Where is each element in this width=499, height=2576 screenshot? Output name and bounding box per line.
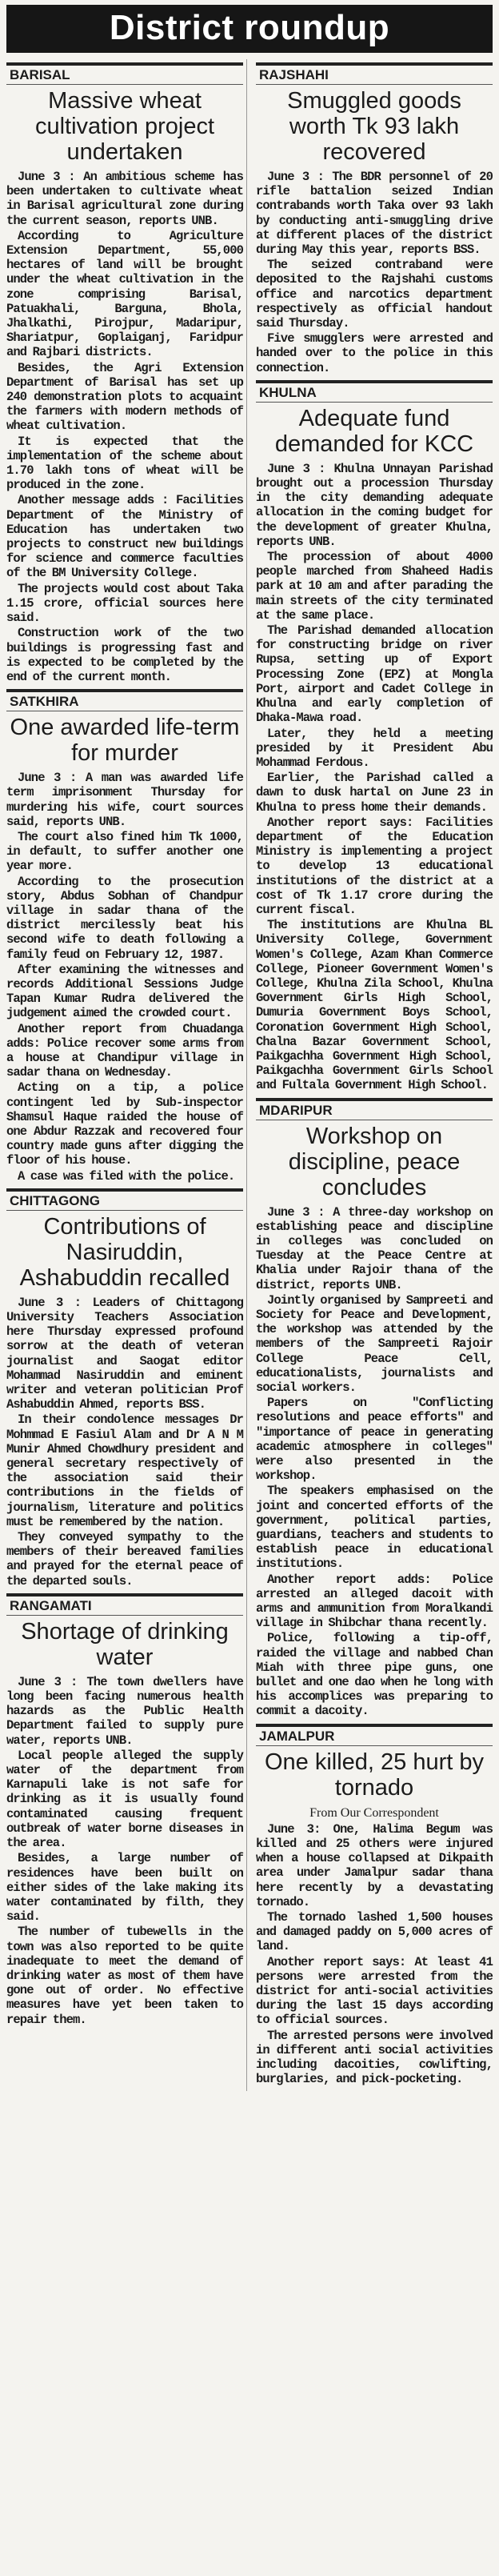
story-paragraph: Construction work of the two buildings is progressing fast and is expected to be completed by the end of the current month. — [6, 626, 243, 684]
story-paragraph: The speakers emphasised on the joint and concerted efforts of the government, political parties, guardians, teachers and students to establish peace in educational institutions. — [256, 1484, 493, 1572]
story-paragraph: Jointly organised by Sampreeti and Society for Peace and Development, the workshop was attended by the members of the Sampreeti Rajoir College Peace Cell, educationalists, journalists and social workers. — [256, 1292, 493, 1396]
dateline: RANGAMATI — [6, 1593, 243, 1616]
news-story — [256, 62, 493, 375]
story-paragraph: It is expected that the implementation of the scheme about 1.70 lakh tons of wheat will be produced in the zone. — [6, 434, 243, 493]
story-paragraph: Another report from Chuadanga adds: Police recover some arms from a house at Chandipur village in sadar thana on Wednesday. — [6, 1021, 243, 1080]
story-paragraph: According to the prosecution story, Abdus Sobhan of Chandpur village in sadar thana of the district mercilessly beat his second wife to death following a family feud on February 12, 1987. — [6, 874, 243, 962]
story-paragraph: Besides, the Agri Extension Department of Barisal has set up 240 demonstration plots to acquaint the farmers with modern methods of wheat cultivation. — [6, 360, 243, 434]
story-paragraph: The court also fined him Tk 1000, in default, to suffer another one year more. — [6, 829, 243, 874]
story-paragraph: The arrested persons were involved in different anti social activities including dacoities, cowlifting, burglaries, and pick-pocketing. — [256, 2028, 493, 2087]
dateline: MDARIPUR — [256, 1098, 493, 1120]
story-paragraph: Police, following a tip-off, raided the village and nabbed Chan Miah with three pipe guns, one bullet and one dao when he long with his accomplices was preparing to commit a dacoity. — [256, 1631, 493, 1719]
news-story — [6, 62, 243, 684]
story-headline: Contributions of Nasiruddin, Ashabuddin recalled — [19, 1213, 230, 1291]
story-headline: One awarded life-term for murder — [10, 715, 240, 767]
dateline: CHITTAGONG — [6, 1188, 243, 1211]
story-paragraph: They conveyed sympathy to the members of their bereaved families and prayed for the eternal peace of the departed souls. — [6, 1530, 243, 1588]
news-story — [256, 1098, 493, 1719]
dateline: KHULNA — [256, 380, 493, 403]
columns — [6, 59, 493, 2091]
story-paragraph: The tornado lashed 1,500 houses and damaged paddy on 5,000 acres of land. — [256, 1909, 493, 1954]
story-paragraph: June 3 : The town dwellers have long been facing numerous health hazards as the Public Health Department failed to supply pure water, reports UNB. — [6, 1674, 243, 1748]
dateline: RAJSHAHI — [256, 62, 493, 85]
story-paragraph: The Parishad demanded allocation for constructing bridge on river Rupsa, setting up of Export Processing Zone (EPZ) at Mongla Port, airport and Cadet College in Khulna and early completion of Dhaka-Mawa road. — [256, 623, 493, 726]
story-paragraph: Another report adds: Police arrested an alleged dacoit with arms and ammunition from Moralkandi village in Shibchar thana recently. — [256, 1572, 493, 1631]
story-paragraph: In their condolence messages Dr Mohmmad E Fasiul Alam and Dr A N M Munir Ahmed Chowdhury president and general secretary respectively of the association said their contributions in the fields of journalism, literature and politics must be remembered by the nation. — [6, 1412, 243, 1529]
story-paragraph: June 3 : A man was awarded life term imprisonment Thursday for murdering his wife, court sources said, reports UNB. — [6, 771, 243, 829]
story-headline: Adequate fund demanded for KCC — [274, 405, 474, 457]
story-headline: Massive wheat cultivation project undertaken — [34, 88, 215, 165]
story-headline: Shortage of drinking water — [21, 1618, 229, 1670]
story-paragraph: After examining the witnesses and records Additional Sessions Judge Tapan Kumar Rudra delivered the judgement aimed the crowded court. — [6, 962, 243, 1021]
news-story — [256, 1724, 493, 2087]
story-headline: Workshop on discipline, peace concludes — [288, 1123, 461, 1200]
story-paragraph: Later, they held a meeting presided by it President Abu Mohammad Ferdous. — [256, 726, 493, 770]
story-paragraph: Besides, a large number of residences have been built on either sides of the lake making its water contaminated by filth, they said. — [6, 1851, 243, 1925]
story-paragraph: June 3 : Leaders of Chittagong University Teachers Association here Thursday expressed profound sorrow at the death of veteran journalist and Saogat editor Mohammad Nasiruddin and eminent writer and veteran politician Prof Ashabuddin Ahmed, reports BSS. — [6, 1295, 243, 1412]
story-paragraph: The seized contraband were deposited to the Rajshahi customs office and narcotics department respectively as official handout said Thursday. — [256, 258, 493, 331]
story-paragraph: The projects would cost about Taka 1.15 crore, official sources here said. — [6, 581, 243, 626]
story-headline: Smuggled goods worth Tk 93 lakh recovered — [287, 88, 461, 165]
right-column — [256, 59, 493, 2091]
story-paragraph: Five smugglers were arrested and handed over to the police in this connection. — [256, 331, 493, 375]
story-paragraph: Another report says: At least 41 persons were arrested from the district for anti-social activities during the last 15 days according to official sources. — [256, 1954, 493, 2028]
news-story — [6, 1188, 243, 1588]
story-paragraph: Papers on "Conflicting resolutions and peace efforts" and "importance of peace in generating academic atmosphere in colleges" were also presented in the workshop. — [256, 1396, 493, 1484]
story-paragraph: June 3 : Khulna Unnayan Parishad brought out a procession Thursday in the city demanding adequate allocation in the coming budget for the development of greater Khulna, reports UNB. — [256, 461, 493, 549]
news-story — [6, 1593, 243, 2027]
story-paragraph: June 3: One, Halima Begum was killed and 25 others were injured when a house collapsed at Dikpaith area under Jamalpur sadar thana here recently by a devastating tornado. — [256, 1821, 493, 1909]
dateline: JAMALPUR — [256, 1724, 493, 1746]
story-paragraph: June 3 : A three-day workshop on establishing peace and discipline in colleges was concluded on Tuesday at the Peace Centre at Khalia under Rajoir thana of the district, reports UNB. — [256, 1204, 493, 1292]
story-paragraph: June 3 : The BDR personnel of 20 rifle battalion seized Indian contrabands worth Taka over 93 lakh by conducting anti-smuggling drive at different places of the district during May this year, reports BSS. — [256, 170, 493, 258]
dateline: BARISAL — [6, 62, 243, 85]
story-paragraph: June 3 : An ambitious scheme has been undertaken to cultivate wheat in Barisal agricultural zone during the current season, reports UNB. — [6, 170, 243, 228]
story-paragraph: Another message adds : Facilities Department of the Ministry of Education has undertaken two projects to construct new buildings for science and commerce faculties of the BM University College. — [6, 493, 243, 581]
story-paragraph: Another report says: Facilities department of the Education Ministry is implementing a project to develop 13 educational institutions of the district at a cost of Tk 1.17 crore during the current fiscal. — [256, 815, 493, 917]
left-column — [6, 59, 247, 2091]
story-paragraph: A case was filed with the police. — [18, 1168, 235, 1184]
story-paragraph: According to Agriculture Extension Department, 55,000 hectares of land will be brought under the wheat cultivation in the zone comprising Barisal, Patuakhali, Barguna, Bhola, Jhalkathi, Pirojpur, Madaripur, Shariatpur, Goplaiganj, Faridpur and Rajbari districts. — [6, 228, 243, 360]
byline: From Our Correspondent — [309, 1805, 439, 1820]
story-paragraph: The procession of about 4000 people marched from Shaheed Hadis park at 10 am and after parading the main streets of the city terminated at the same place. — [256, 550, 493, 623]
story-paragraph: The institutions are Khulna BL University College, Government Women's College, Azam Khan Commerce College, Pioneer Government Women's College, Khulna Zila School, Khulna Government Girls High School, Dumuria Government Boys School, Coronation Government High School, Chalna Bazar Government School, Paikgachha Government High School, Paikgachha Government Girls School and Fultala Government High School. — [256, 918, 493, 1093]
dateline: SATKHIRA — [6, 689, 243, 711]
story-paragraph: The number of tubewells in the town was also reported to be quite inadequate to meet the demand of drinking water as most of them have gone out of order. No effective measures have yet been taken to repair them. — [6, 1925, 243, 2027]
story-paragraph: Acting on a tip, a police contingent led by Sub-inspector Shamsul Haque raided the house of one Abdur Razzak and recovered four country made guns after digging the floor of his house. — [6, 1080, 243, 1168]
news-story — [256, 380, 493, 1093]
story-paragraph: Earlier, the Parishad called a dawn to dusk hartal on June 23 in Khulna to press home their demands. — [256, 771, 493, 815]
story-headline: One killed, 25 hurt by tornado — [264, 1749, 485, 1801]
news-story — [6, 689, 243, 1184]
page-title: District roundup — [6, 5, 493, 53]
story-paragraph: Local people alleged the supply water of the department from Karnapuli lake is not safe for drinking as it is usually found contaminated causing frequent outbreak of water borne diseases in the area. — [6, 1748, 243, 1851]
